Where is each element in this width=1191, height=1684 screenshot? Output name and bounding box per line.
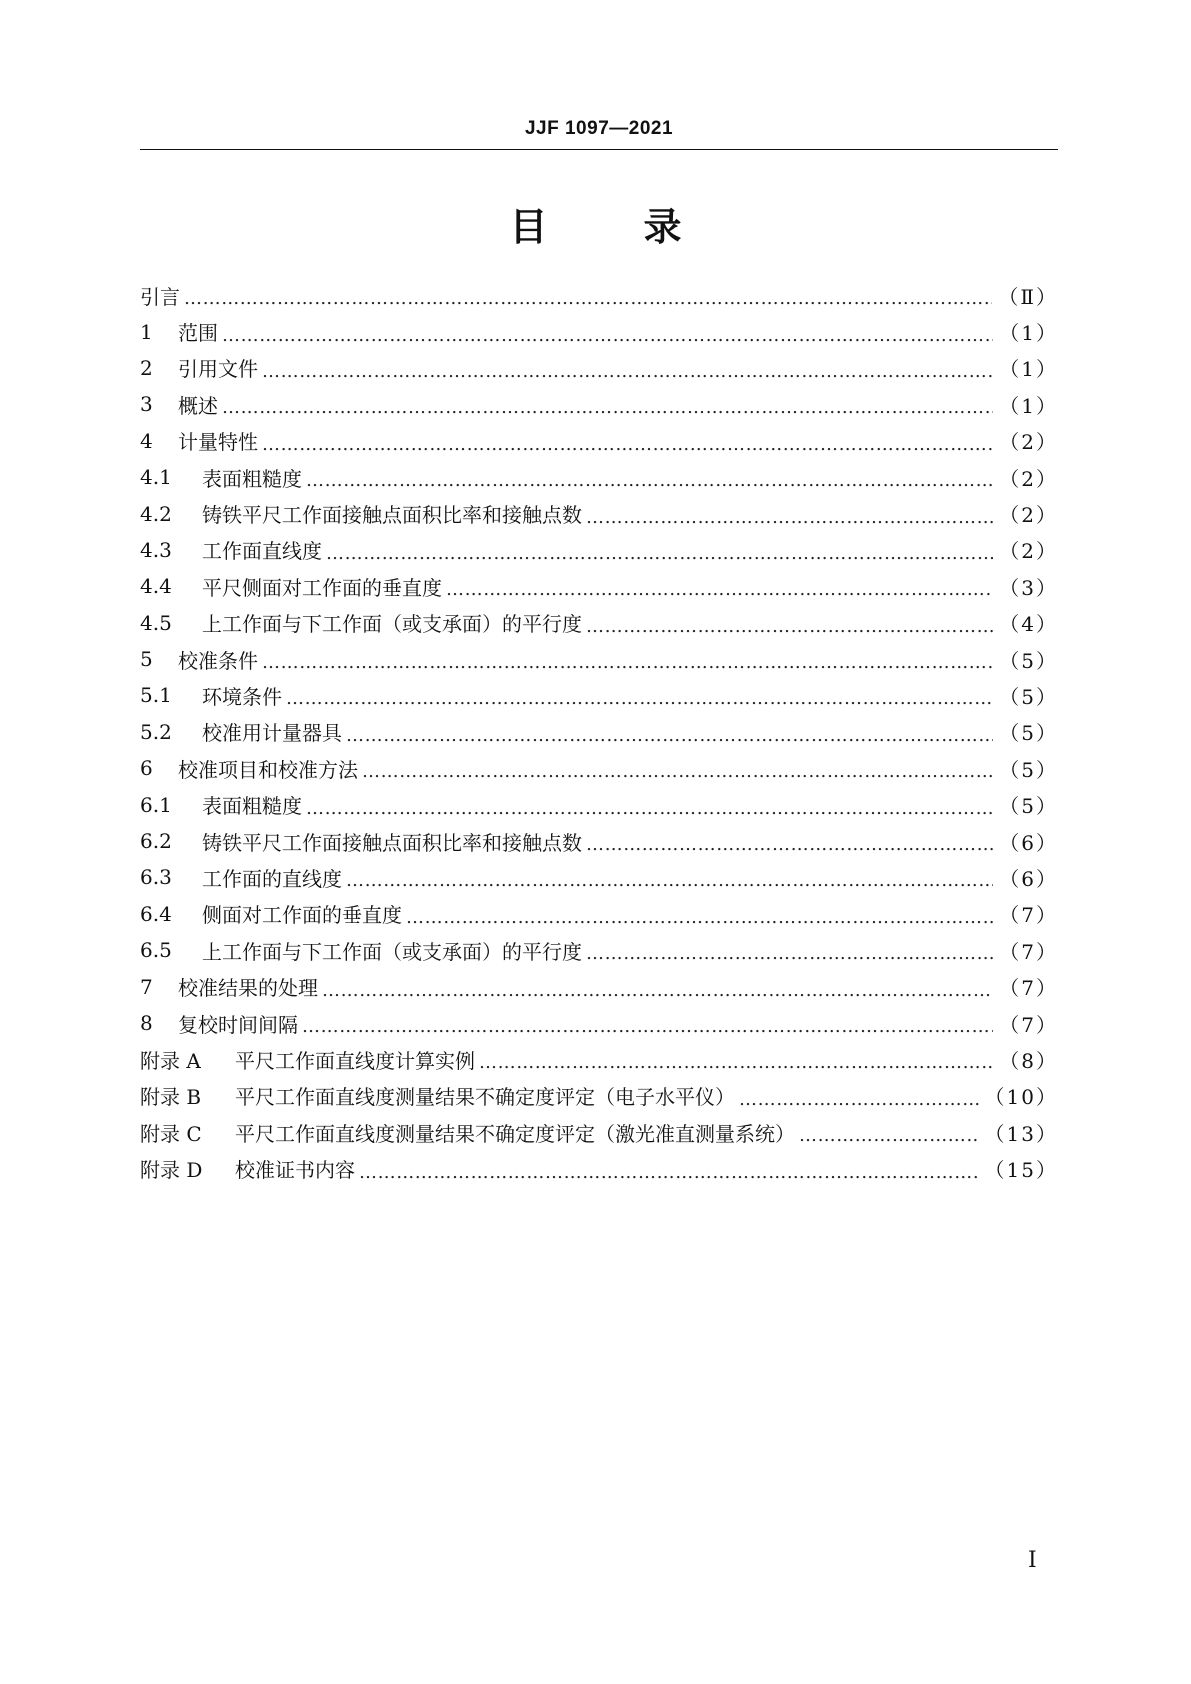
toc-entry[interactable] <box>140 932 1058 968</box>
toc-entry-page: （4） <box>999 612 1058 637</box>
toc-entry[interactable] <box>140 350 1058 386</box>
toc-leader-dots <box>406 904 993 926</box>
toc-leader-dots <box>799 1122 979 1144</box>
toc-entry-label: 平尺工作面直线度计算实例 <box>235 1048 475 1073</box>
toc-entry[interactable] <box>140 532 1058 568</box>
toc-entry[interactable] <box>140 750 1058 786</box>
toc-leader-dots <box>359 1159 979 1181</box>
toc-entry-number: 6.1 <box>140 792 172 817</box>
toc-entry-number: 8 <box>140 1011 153 1035</box>
page-title <box>0 196 1191 251</box>
toc-leader-dots <box>306 795 993 817</box>
header-rule <box>140 149 1058 150</box>
toc-entry-label: 校准条件 <box>178 648 258 673</box>
toc-entry-label: 校准用计量器具 <box>202 721 342 746</box>
toc-entry-number: 4.3 <box>140 537 172 562</box>
toc-entry-label: 平尺侧面对工作面的垂直度 <box>202 575 442 600</box>
toc-entry-number: 附录 C <box>140 1121 202 1146</box>
toc-leader-dots <box>479 1049 993 1071</box>
toc-entry-number: 6.3 <box>140 865 172 890</box>
toc-entry-page: （5） <box>999 721 1058 746</box>
toc-entry-label: 计量特性 <box>178 430 258 455</box>
toc-entry-label: 表面粗糙度 <box>202 466 302 491</box>
toc-entry-page: （6） <box>999 866 1058 891</box>
toc-entry-number: 7 <box>140 974 153 999</box>
toc-entry-number: 1 <box>140 319 153 344</box>
toc-entry-label: 概述 <box>178 393 218 418</box>
toc-leader-dots <box>326 540 993 562</box>
toc-entry-number: 6.4 <box>140 901 172 926</box>
toc-entry-page: （2） <box>999 539 1058 564</box>
toc-entry[interactable] <box>140 423 1058 459</box>
toc-entry-label: 表面粗糙度 <box>202 794 302 819</box>
toc-entry-page: （2） <box>999 466 1058 491</box>
toc-entry-page: （6） <box>999 830 1058 855</box>
toc-entry-label: 侧面对工作面的垂直度 <box>202 903 402 928</box>
toc-entry-number: 附录 D <box>140 1158 203 1183</box>
toc-entry-page: （7） <box>999 903 1058 928</box>
title-char-1: 目 <box>509 205 548 249</box>
toc-entry-page: （5） <box>999 794 1058 819</box>
toc-entry[interactable] <box>140 1041 1058 1077</box>
toc-entry[interactable] <box>140 313 1058 349</box>
toc-entry-number: 附录 A <box>140 1048 201 1073</box>
page-folio: Ⅰ <box>1028 1548 1037 1573</box>
toc-entry[interactable] <box>140 277 1058 313</box>
toc-entry[interactable] <box>140 568 1058 604</box>
title-char-2: 录 <box>643 205 682 249</box>
toc-entry-page: （7） <box>999 939 1058 964</box>
toc-entry-number: 4.2 <box>140 501 172 526</box>
toc-entry[interactable] <box>140 859 1058 895</box>
toc-entry-label: 上工作面与下工作面（或支承面）的平行度 <box>202 612 582 637</box>
toc-leader-dots <box>322 977 993 999</box>
toc-entry[interactable] <box>140 714 1058 750</box>
toc-entry-label: 校准项目和校准方法 <box>178 757 358 782</box>
table-of-contents <box>140 277 1058 1187</box>
toc-leader-dots <box>262 358 993 380</box>
toc-leader-dots <box>184 285 992 307</box>
toc-entry-number: 6 <box>140 756 153 781</box>
toc-entry-page: （1） <box>999 321 1058 346</box>
toc-entry-page: （Ⅱ） <box>998 284 1058 309</box>
toc-entry-page: （5） <box>999 648 1058 673</box>
toc-entry-label: 引用文件 <box>178 357 258 382</box>
toc-entry-label: 工作面的直线度 <box>202 866 342 891</box>
toc-entry[interactable] <box>140 968 1058 1004</box>
toc-entry-page: （5） <box>999 757 1058 782</box>
toc-entry-label: 工作面直线度 <box>202 539 322 564</box>
toc-entry-page: （15） <box>984 1158 1058 1183</box>
toc-entry-number: 5.1 <box>140 683 172 708</box>
toc-leader-dots <box>346 722 993 744</box>
document-number-header: JJF 1097—2021 <box>524 118 674 139</box>
toc-leader-dots <box>222 322 993 344</box>
toc-entry[interactable] <box>140 605 1058 641</box>
toc-entry-number: 5 <box>140 647 153 672</box>
toc-entry-number: 附录 B <box>140 1085 202 1110</box>
toc-leader-dots <box>586 504 993 526</box>
toc-leader-dots <box>586 613 993 635</box>
toc-entry-page: （1） <box>999 357 1058 382</box>
toc-leader-dots <box>262 431 993 453</box>
toc-leader-dots <box>586 940 993 962</box>
toc-entry-label: 校准结果的处理 <box>178 976 318 1001</box>
toc-entry-number: 4.5 <box>140 610 172 635</box>
toc-leader-dots <box>306 467 993 489</box>
toc-entry-page: （2） <box>999 503 1058 528</box>
toc-entry[interactable] <box>140 1078 1058 1114</box>
toc-entry-label: 复校时间间隔 <box>178 1012 298 1037</box>
toc-entry-number: 4.1 <box>140 465 172 490</box>
toc-entry[interactable] <box>140 459 1058 495</box>
toc-entry-number: 3 <box>140 392 153 417</box>
toc-entry-page: （7） <box>999 1012 1058 1037</box>
toc-leader-dots <box>222 394 993 416</box>
toc-leader-dots <box>286 685 993 707</box>
toc-entry-page: （13） <box>984 1121 1058 1146</box>
toc-entry-label: 引言 <box>140 284 180 309</box>
toc-entry[interactable] <box>140 896 1058 932</box>
toc-entry[interactable] <box>140 1150 1058 1186</box>
toc-entry-label: 校准证书内容 <box>235 1158 355 1183</box>
toc-entry[interactable] <box>140 495 1058 531</box>
toc-leader-dots <box>739 1086 979 1108</box>
toc-entry-label: 环境条件 <box>202 684 282 709</box>
toc-entry[interactable] <box>140 641 1058 677</box>
toc-entry[interactable] <box>140 386 1058 422</box>
toc-leader-dots <box>346 867 993 889</box>
toc-entry[interactable] <box>140 823 1058 859</box>
toc-leader-dots <box>262 649 993 671</box>
toc-entry-label: 平尺工作面直线度测量结果不确定度评定（电子水平仪） <box>235 1085 735 1110</box>
toc-leader-dots <box>586 831 993 853</box>
toc-entry[interactable] <box>140 677 1058 713</box>
toc-entry-number: 6.2 <box>140 829 172 854</box>
toc-entry-page: （2） <box>999 430 1058 455</box>
toc-entry-label: 平尺工作面直线度测量结果不确定度评定（激光准直测量系统） <box>235 1121 795 1146</box>
toc-entry-label: 铸铁平尺工作面接触点面积比率和接触点数 <box>202 503 582 528</box>
toc-leader-dots <box>446 576 993 598</box>
toc-entry-page: （10） <box>984 1085 1058 1110</box>
toc-leader-dots <box>362 758 993 780</box>
toc-leader-dots <box>302 1013 993 1035</box>
toc-entry-number: 4.4 <box>140 574 172 599</box>
toc-entry-label: 上工作面与下工作面（或支承面）的平行度 <box>202 939 582 964</box>
toc-entry-number: 6.5 <box>140 938 172 963</box>
toc-entry-page: （1） <box>999 393 1058 418</box>
toc-entry[interactable] <box>140 1005 1058 1041</box>
toc-entry[interactable] <box>140 1114 1058 1150</box>
toc-entry-page: （3） <box>999 575 1058 600</box>
toc-entry-page: （7） <box>999 976 1058 1001</box>
toc-entry-page: （8） <box>999 1048 1058 1073</box>
toc-entry-number: 5.2 <box>140 719 172 744</box>
toc-entry-label: 范围 <box>178 321 218 346</box>
toc-entry-number: 4 <box>140 428 153 453</box>
toc-entry-label: 铸铁平尺工作面接触点面积比率和接触点数 <box>202 830 582 855</box>
toc-entry-number: 2 <box>140 355 153 380</box>
toc-entry-page: （5） <box>999 684 1058 709</box>
toc-entry[interactable] <box>140 786 1058 822</box>
